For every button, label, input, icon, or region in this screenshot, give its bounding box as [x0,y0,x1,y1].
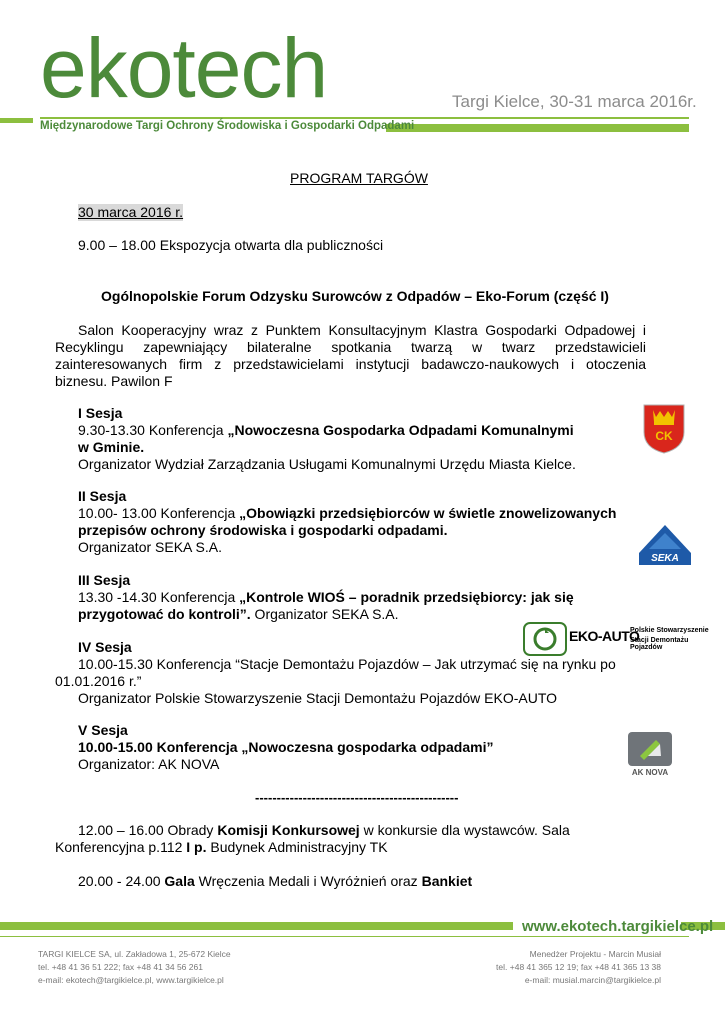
session-1-title: I Sesja [78,405,123,421]
forum-title: Ogólnopolskie Forum Odzysku Surowców z Odpadów – Eko-Forum (część I) [101,288,609,304]
session-2-line-2: przepisów ochrony środowiska i gospodarki odpadami. [78,522,448,538]
program-title: PROGRAM TARGÓW [290,170,428,186]
header-accent-right [386,124,689,132]
header-divider [40,117,689,119]
footer-manager-phone: tel. +48 41 365 12 19; fax +48 41 365 13 38 [496,962,661,972]
eko-auto-logo [523,622,713,656]
eko-auto-desc-1: Polskie Stowarzyszenie [630,627,709,634]
ekotech-logo: ekotech [40,21,328,115]
salon-line-4: biznesu. Pawilon F [55,373,173,389]
session-5-organizer: Organizator: AK NOVA [78,756,220,772]
session-2-line-1: 10.00- 13.00 Konferencja „Obowiązki przedsiębiorców w świetle znowelizowanych [78,505,617,521]
footer-accent-left [0,922,513,930]
session-1-organizer: Organizator Wydział Zarządzania Usługami Komunalnymi Urzędu Miasta Kielce. [78,456,576,472]
fair-date: Targi Kielce, 30-31 marca 2016r. [452,92,697,111]
footer-divider [0,936,689,937]
session-1-line-2: w Gminie. [78,439,145,455]
day-heading: 30 marca 2016 r. [78,204,184,220]
footer-manager-email: e-mail: musial.marcin@targikielce.pl [524,975,661,985]
session-5-title: V Sesja [78,722,128,738]
session-3-title: III Sesja [78,572,131,588]
footer-manager-name: Menedżer Projektu - Marcin Musiał [529,949,661,959]
eko-auto-text: EKO-AUTO [569,628,640,644]
session-4-line-2: 01.01.2016 r.” [55,673,142,689]
session-1-line-1: 9.30-13.30 Konferencja „Nowoczesna Gospodarka Odpadami Komunalnymi [78,422,574,438]
expo-hours: 9.00 – 18.00 Ekspozycja otwarta dla publiczności [78,237,384,253]
salon-line-2: Recyklingu zapewniający bilateralne spotkania twarzą w twarz przedstawicieli [55,339,646,355]
session-4-title: IV Sesja [78,639,132,655]
commission-line-1: 12.00 – 16.00 Obrady Komisji Konkursowej w konkursie dla wystawców. Sala [78,822,570,838]
session-3-line-1: 13.30 -14.30 Konferencja „Kontrole WIOŚ – poradnik przedsiębiorcy: jak się [78,589,574,605]
salon-line-3: zainteresowanych firm z przedstawicielami instytucji badawczo-naukowych i otoczenia [55,356,646,372]
header-accent-left [0,118,33,123]
ak-nova-logo [622,732,678,778]
gala-line: 20.00 - 24.00 Gala Wręczenia Medali i Wyróżnień oraz Bankiet [78,873,473,889]
ak-nova-text: AK NOVA [631,768,669,777]
seka-logo [635,523,695,567]
salon-line-1: Salon Kooperacyjny wraz z Punktem Konsultacyjnym Klastra Gospodarki Odpadowej i [78,322,646,338]
eko-auto-desc-2: Stacji Demontażu Pojazdów [630,637,689,651]
footer-company-email: e-mail: ekotech@targikielce.pl, www.targikielce.pl [38,975,224,985]
header-subtitle: Międzynarodowe Targi Ochrony Środowiska i Gospodarki Odpadami [40,120,415,132]
footer-website-link[interactable]: www.ekotech.targikielce.pl [522,918,714,935]
footer-company-phone: tel. +48 41 36 51 222; fax +48 41 34 56 261 [38,962,203,972]
session-2-title: II Sesja [78,488,127,504]
session-3-line-2: przygotować do kontroli”. Organizator SEKA S.A. [78,606,399,622]
kielce-crest-logo [641,402,687,454]
separator: ----------------------------------------------- [255,790,459,805]
ck-text: CK [655,429,673,443]
session-4-organizer: Organizator Polskie Stowarzyszenie Stacji Demontażu Pojazdów EKO-AUTO [78,690,558,706]
session-4-line-1: 10.00-15.30 Konferencja “Stacje Demontażu Pojazdów – Jak utrzymać się na rynku po [78,656,616,672]
session-5-line-1: 10.00-15.00 Konferencja „Nowoczesna gospodarka odpadami” [78,739,494,755]
seka-text: SEKA [651,553,679,564]
footer-company-address: TARGI KIELCE SA, ul. Zakładowa 1, 25-672 Kielce [38,949,231,959]
session-2-organizer: Organizator SEKA S.A. [78,539,222,555]
commission-line-2: Konferencyjna p.112 I p. Budynek Administracyjny TK [55,839,388,855]
